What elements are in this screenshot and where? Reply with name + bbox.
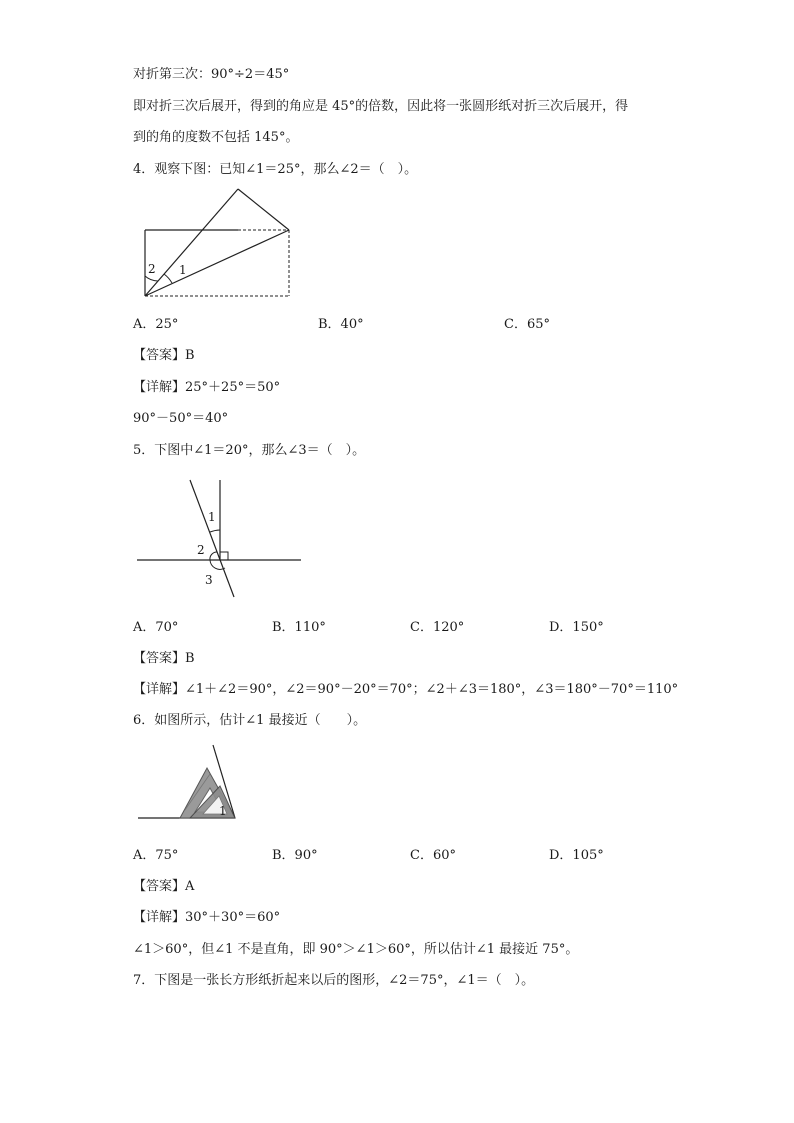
angle-label-1: 1 (179, 263, 187, 277)
detail: 【详解】25°＋25°＝50° (133, 380, 281, 395)
text-line: 即对折三次后展开，得到的角应是 45°的倍数，因此将一张圆形纸对折三次后展开，得 (133, 99, 629, 114)
option-c: C．65° (504, 317, 550, 332)
option-b: B．90° (272, 848, 318, 863)
option-c: C．60° (410, 848, 456, 863)
detail: 【详解】30°＋30°＝60° (133, 910, 281, 925)
answer: 【答案】B (133, 651, 195, 666)
option-a: A．75° (133, 848, 179, 863)
text-line: 对折第三次：90°÷2＝45° (133, 67, 290, 82)
option-d: D．150° (549, 620, 604, 635)
question-5: 5．下图中∠1＝20°，那么∠3＝（ ）。 (133, 443, 366, 458)
option-a: A．70° (133, 620, 179, 635)
option-b: B．40° (318, 317, 364, 332)
q5-figure (130, 472, 310, 602)
angle-label-1: 1 (208, 510, 216, 524)
detail: 【详解】∠1＋∠2＝90°，∠2＝90°－20°＝70°；∠2＋∠3＝180°，∠3＝180°－70°＝110° (133, 682, 679, 697)
text-line: 到的角的度数不包括 145°。 (133, 130, 299, 145)
q4-figure (140, 183, 300, 303)
answer: 【答案】B (133, 348, 195, 363)
option-c: C．120° (410, 620, 465, 635)
angle-label-2: 2 (148, 262, 156, 276)
angle-label-1: 1 (219, 804, 227, 818)
q6-figure (135, 740, 245, 825)
angle-label-2: 2 (197, 543, 205, 557)
answer: 【答案】A (133, 879, 195, 894)
option-d: D．105° (549, 848, 604, 863)
option-b: B．110° (272, 620, 326, 635)
angle-label-3: 3 (205, 573, 213, 587)
detail: 90°－50°＝40° (133, 411, 229, 426)
question-6: 6．如图所示，估计∠1 最接近（ ）。 (133, 713, 367, 728)
question-7: 7．下图是一张长方形纸折起来以后的图形，∠2＝75°，∠1＝（ ）。 (133, 973, 535, 988)
question-4: 4．观察下图：已知∠1＝25°，那么∠2＝（ ）。 (133, 162, 418, 177)
option-a: A．25° (133, 317, 179, 332)
detail: ∠1＞60°，但∠1 不是直角，即 90°＞∠1＞60°，所以估计∠1 最接近 75°。 (133, 942, 579, 957)
